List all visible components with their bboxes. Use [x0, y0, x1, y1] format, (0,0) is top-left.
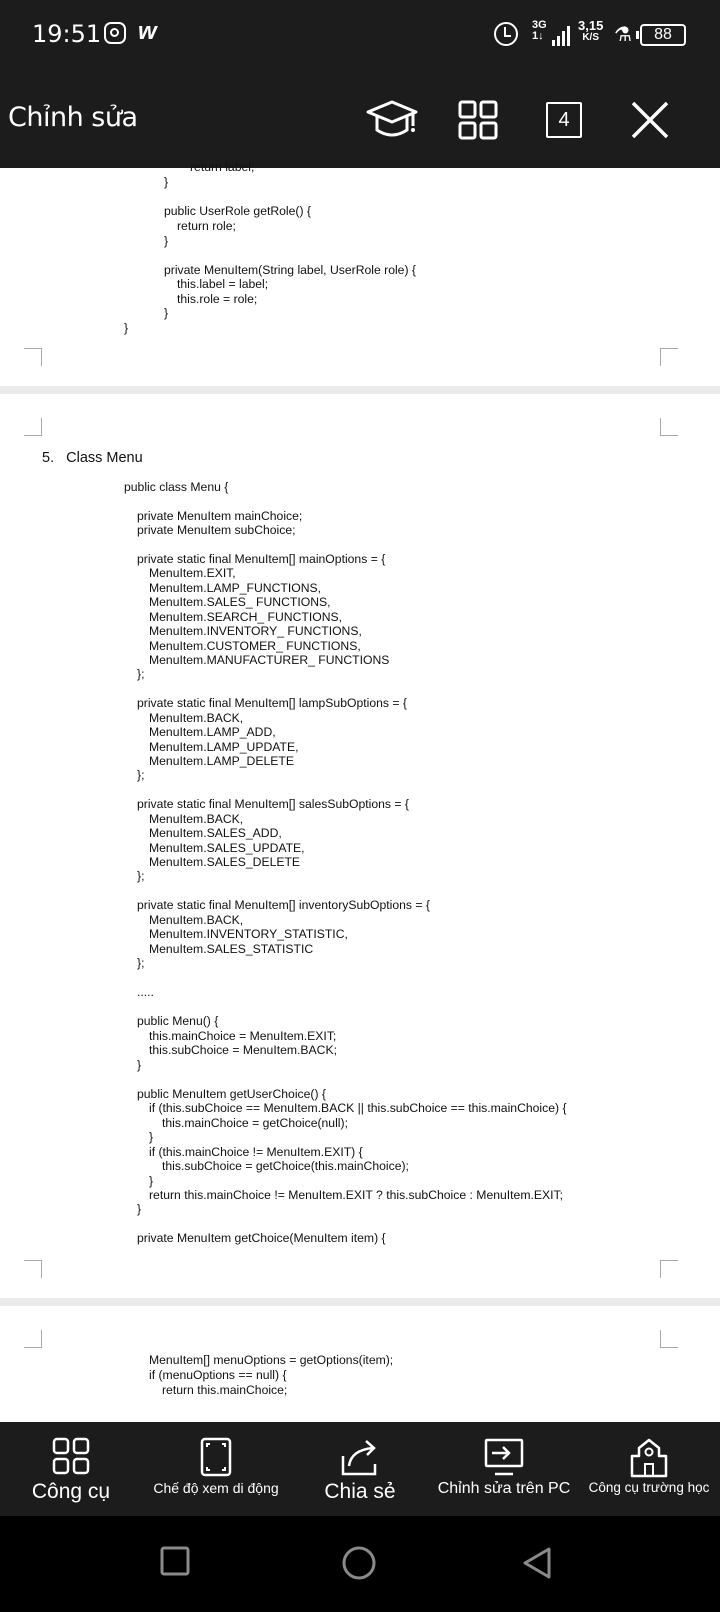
code-line: } — [149, 1130, 154, 1144]
close-button[interactable] — [620, 94, 680, 146]
code-line: } — [164, 234, 169, 248]
code-line: }; — [137, 956, 145, 970]
code-line: public class Menu { — [124, 480, 229, 494]
page-corner-mark — [660, 1330, 678, 1348]
recent-apps-button[interactable] — [160, 1546, 190, 1581]
edit-on-pc-icon — [483, 1436, 525, 1478]
code-line: MenuItem.INVENTORY_ FUNCTIONS, — [149, 624, 362, 638]
code-line: this.role = role; — [177, 292, 258, 306]
network-speed-unit: K/S — [582, 32, 599, 43]
school-tools-label: Công cụ trường học — [588, 1480, 710, 1495]
code-line: private static final MenuItem[] inventorySubOptions = { — [137, 898, 430, 912]
section-number: 5. — [42, 450, 55, 466]
page-corner-mark — [660, 1260, 678, 1278]
page-corner-mark — [24, 348, 42, 366]
code-line: MenuItem.SALES_ADD, — [149, 826, 282, 840]
bottom-action-bar — [0, 1422, 720, 1516]
network-speed — [578, 20, 603, 44]
page-count-box — [546, 102, 582, 138]
document-page — [0, 394, 720, 1298]
instagram-icon — [104, 22, 126, 44]
code-line: private static final MenuItem[] lampSubOptions = { — [137, 696, 407, 710]
code-line: MenuItem.SALES_STATISTIC — [149, 942, 314, 956]
page-corner-mark — [24, 1260, 42, 1278]
code-line: MenuItem[] menuOptions = getOptions(item); — [149, 1353, 394, 1367]
code-line: private MenuItem getChoice(MenuItem item) { — [137, 1231, 386, 1245]
grid-icon — [458, 100, 498, 140]
document-view[interactable] — [0, 160, 720, 1422]
code-line: this.subChoice = getChoice(this.mainChoice); — [162, 1159, 409, 1173]
code-line: MenuItem.EXIT, — [149, 566, 236, 580]
code-line: public MenuItem getUserChoice() { — [137, 1087, 326, 1101]
code-line: this.mainChoice = getChoice(null); — [162, 1116, 348, 1130]
share-button[interactable] — [290, 1422, 430, 1516]
code-line: MenuItem.SALES_DELETE — [149, 855, 301, 869]
code-line: private MenuItem subChoice; — [137, 523, 296, 537]
tools-grid-icon — [51, 1436, 91, 1476]
square-icon — [160, 1546, 190, 1576]
share-icon — [339, 1436, 381, 1478]
code-line: }; — [137, 667, 145, 681]
flask-icon: ⚗ — [614, 24, 632, 46]
page-corner-mark — [24, 418, 42, 436]
code-line: MenuItem.LAMP_UPDATE, — [149, 740, 299, 754]
code-line: } — [124, 321, 129, 335]
close-icon — [630, 100, 670, 140]
system-navigation-bar — [0, 1516, 720, 1612]
edit-on-pc-button[interactable] — [430, 1422, 578, 1516]
code-line: this.label = label; — [177, 277, 269, 291]
code-line: return label; — [190, 160, 255, 174]
page-corner-mark — [660, 348, 678, 366]
school-tools-icon — [629, 1436, 669, 1478]
code-line: private static final MenuItem[] salesSubOptions = { — [137, 797, 409, 811]
code-line: if (menuOptions == null) { — [149, 1368, 287, 1382]
code-line: MenuItem.LAMP_FUNCTIONS, — [149, 581, 322, 595]
code-line: } — [164, 175, 169, 189]
learn-button[interactable] — [362, 94, 422, 146]
code-line: }; — [137, 768, 145, 782]
page-count-button[interactable] — [534, 94, 594, 146]
home-button[interactable] — [342, 1546, 376, 1585]
alarm-icon — [494, 22, 518, 46]
code-line: public UserRole getRole() { — [164, 204, 311, 218]
code-line: private MenuItem(String label, UserRole role) { — [164, 263, 416, 277]
edit-title-button[interactable]: Chỉnh sửa — [8, 102, 138, 133]
code-line: } — [164, 306, 169, 320]
code-line: MenuItem.LAMP_ADD, — [149, 725, 276, 739]
code-line: MenuItem.MANUFACTURER_ FUNCTIONS — [149, 653, 390, 667]
code-line: if (this.subChoice == MenuItem.BACK || this.subChoice == this.mainChoice) { — [149, 1101, 567, 1115]
code-line: this.subChoice = MenuItem.BACK; — [149, 1043, 337, 1057]
status-time: 19:51 — [32, 20, 102, 48]
w-app-icon: w — [138, 18, 157, 45]
mobile-view-label: Chế độ xem di động — [153, 1480, 279, 1496]
code-line: ..... — [137, 985, 154, 999]
back-triangle-icon — [522, 1546, 552, 1580]
tools-label: Công cụ — [31, 1480, 111, 1503]
code-line: MenuItem.INVENTORY_STATISTIC, — [149, 927, 348, 941]
code-line: MenuItem.BACK, — [149, 913, 244, 927]
code-line: MenuItem.SALES_UPDATE, — [149, 841, 305, 855]
network-activity: 1↓ — [532, 30, 544, 42]
page-corner-mark — [660, 418, 678, 436]
code-line: this.mainChoice = MenuItem.EXIT; — [149, 1029, 337, 1043]
code-line: } — [149, 1174, 154, 1188]
code-line: MenuItem.SEARCH_ FUNCTIONS, — [149, 610, 343, 624]
code-line: if (this.mainChoice != MenuItem.EXIT) { — [149, 1145, 363, 1159]
top-toolbar — [0, 72, 720, 168]
section-title: Class Menu — [66, 450, 143, 466]
battery-icon — [640, 24, 686, 46]
network-type — [532, 20, 547, 42]
code-line: return this.mainChoice; — [162, 1383, 288, 1397]
battery-level: 88 — [654, 26, 672, 43]
code-line: private MenuItem mainChoice; — [137, 509, 303, 523]
code-line: } — [137, 1058, 142, 1072]
code-line: } — [137, 1202, 142, 1216]
circle-icon — [342, 1546, 376, 1580]
mobile-view-icon — [199, 1436, 233, 1478]
code-line: MenuItem.BACK, — [149, 812, 244, 826]
section-heading — [42, 450, 143, 466]
page-corner-mark — [24, 1330, 42, 1348]
status-bar — [0, 0, 720, 72]
graduation-cap-icon — [365, 98, 419, 142]
school-tools-button[interactable] — [578, 1422, 720, 1516]
code-line: MenuItem.BACK, — [149, 711, 244, 725]
network-type-label: 3G — [532, 19, 547, 31]
edit-on-pc-label: Chỉnh sửa trên PC — [437, 1480, 571, 1497]
network-speed-value: 3,15 — [578, 18, 604, 33]
code-line: public Menu() { — [137, 1014, 219, 1028]
code-line: MenuItem.CUSTOMER_ FUNCTIONS, — [149, 639, 361, 653]
code-line: private static final MenuItem[] mainOptions = { — [137, 552, 386, 566]
code-line: MenuItem.LAMP_DELETE — [149, 754, 294, 768]
code-line: MenuItem.SALES_ FUNCTIONS, — [149, 595, 331, 609]
code-line: return role; — [177, 219, 236, 233]
page-count: 4 — [558, 108, 570, 131]
signal-icon — [552, 24, 574, 46]
thumbnails-button[interactable] — [448, 94, 508, 146]
mobile-view-button[interactable] — [142, 1422, 290, 1516]
share-label: Chia sẻ — [324, 1480, 396, 1503]
tools-button[interactable] — [0, 1422, 142, 1516]
code-line: return this.mainChoice != MenuItem.EXIT ? this.subChoice : MenuItem.EXIT; — [149, 1188, 563, 1202]
back-button[interactable] — [522, 1546, 552, 1585]
document-page — [0, 160, 720, 386]
code-line: }; — [137, 869, 145, 883]
